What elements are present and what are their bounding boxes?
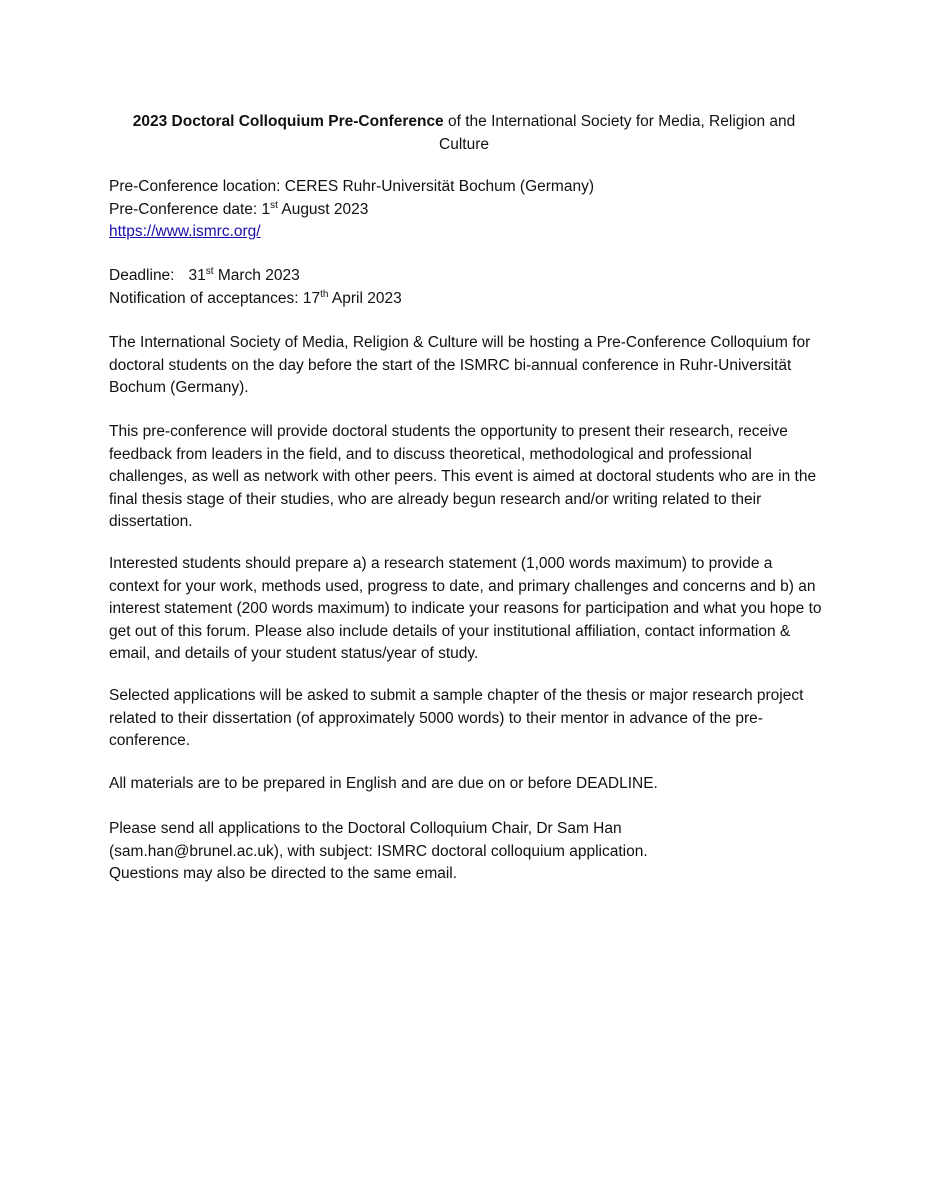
contact-line-2: (sam.han@brunel.ac.uk), with subject: ISMRC doctoral colloquium application. [109,842,648,860]
contact-line-1: Please send all applications to the Doctoral Colloquium Chair, Dr Sam Han [109,820,622,837]
notification-rest: April 2023 [328,289,402,307]
date-suffix: August 2023 [277,200,369,218]
paragraph-requirements: Interested students should prepare a) a research statement (1,000 words maximum) to provide a context for your work, methods used, progress to date, and primary challenges and concerns and b) an interest statement (200 words maximum) to indicate your reasons for participation and what you hope to get out of this forum. Please also include details of your institutional affiliation, contact information & email, and details of your student status/year of study. [109,555,822,662]
contact-line-3: Questions may also be directed to the same email. [109,865,458,882]
title-bold: 2023 Doctoral Colloquium Pre-Conference [132,113,444,130]
deadline-line [109,265,825,288]
date-line [109,199,825,222]
deadlines [109,265,825,310]
title-rest: of the International Society for Media, Religion and Culture [439,113,796,153]
date-sup: st [270,199,278,211]
materials-line: All materials are to be prepared in English and are due on or before DEADLINE. [109,775,658,792]
website-link[interactable]: https://www.ismrc.org/ [109,223,261,240]
date-prefix: Pre-Conference date: 1 [109,200,271,218]
paragraph-opportunity: This pre-conference will provide doctoral students the opportunity to present their research, receive feedback from leaders in the field, and to discuss theoretical, methodological and professional challenges, as well as network with other peers. This event is aimed at doctoral students who are in the final thesis stage of their studies, who are already begun research and/or writing related to their dissertation. [109,423,817,530]
deadline-label: Deadline: [109,267,175,284]
document-title [108,110,820,156]
paragraph-materials [109,773,825,796]
notification-prefix: Notification of acceptances: 17 [109,289,321,307]
paragraph-contact [109,818,825,886]
paragraph-selected: Selected applications will be asked to submit a sample chapter of the thesis or major research project related to their dissertation (of approximately 5000 words) to their mentor in advance of the pre-conference. [109,687,804,749]
paragraph-hosting: The International Society of Media, Religion & Culture will be hosting a Pre-Conference Colloquium for doctoral students on the day before the start of the ISMRC bi-annual conference in Ruhr-Universität Bochum (Germany). [109,334,811,396]
location-line: Pre-Conference location: CERES Ruhr-Universität Bochum (Germany) [109,178,594,195]
event-info [109,176,825,244]
notification-sup: th [320,288,329,300]
deadline-rest: March 2023 [213,267,300,284]
deadline-sup: st [205,265,214,277]
notification-line [109,288,825,311]
deadline-day: 31 [188,267,206,284]
